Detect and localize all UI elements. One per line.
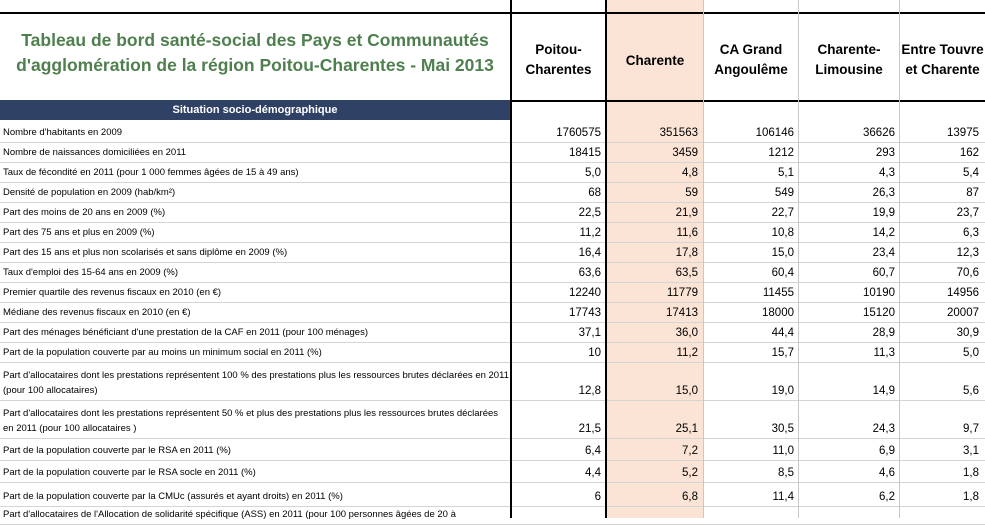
top-border [0,12,985,14]
table-row [0,262,985,282]
cell-value[interactable]: 59 [607,182,704,202]
cell-value[interactable]: 12,3 [901,242,985,262]
row-label[interactable]: Taux de fécondité en 2011 (pour 1 000 femmes âgées de 15 à 49 ans) [0,162,511,182]
column-divider [510,0,512,518]
cell-value[interactable]: 4,8 [607,162,704,182]
row-label[interactable]: Part de la population couverte par le RSA en 2011 (%) [0,438,511,460]
cell-value[interactable]: 4,4 [511,460,607,482]
cell-value[interactable]: 19,9 [800,202,901,222]
cell-value[interactable]: 11455 [704,282,800,302]
row-label[interactable]: Part des moins de 20 ans en 2009 (%) [0,202,511,222]
cell-value[interactable]: 106146 [704,122,800,142]
data-table [0,122,985,525]
cell-value[interactable]: 16,4 [511,242,607,262]
cell-value[interactable]: 5,6 [901,362,985,400]
cell-value[interactable]: 23,4 [800,242,901,262]
table-row [0,302,985,322]
cell-value[interactable]: 3,1 [901,438,985,460]
dashboard-title [0,28,510,78]
cell-value[interactable]: 15,7 [704,342,800,362]
cell-value[interactable]: 60,4 [704,262,800,282]
cell-value[interactable]: 63,5 [607,262,704,282]
table-row [0,222,985,242]
cell-value[interactable]: 1,8 [901,460,985,482]
cell-value[interactable]: 9,7 [901,400,985,438]
cell-value[interactable]: 87 [901,182,985,202]
cell-value[interactable]: 23,7 [901,202,985,222]
column-header-entre-touvre[interactable]: Entre Touvre et Charente [901,42,984,77]
cell-value[interactable]: 6,3 [901,222,985,242]
row-label[interactable]: Part de la population couverte par le RSA socle en 2011 (%) [0,460,511,482]
cell-value[interactable]: 15,0 [607,362,704,400]
column-divider [605,0,607,518]
cell-value[interactable]: 36,0 [607,322,704,342]
cell-value[interactable]: 17413 [607,302,704,322]
row-label[interactable]: Part de la population couverte par la CMUc (assurés et ayant droits) en 2011 (%) [0,482,511,506]
cell-value[interactable]: 351563 [607,122,704,142]
cell-value[interactable]: 5,4 [901,162,985,182]
cell-value[interactable]: 68 [511,182,607,202]
title-line-2: d'agglomération de la région Poitou-Charentes - Mai 2013 [16,55,494,75]
cell-value[interactable]: 6,2 [800,482,901,506]
cell-value[interactable]: 22,7 [704,202,800,222]
column-header-poitou-charentes[interactable]: Poitou- Charentes [525,42,592,77]
cell-value[interactable]: 5,0 [901,342,985,362]
row-label[interactable]: Densité de population en 2009 (hab/km²) [0,182,511,202]
table-row [0,342,985,362]
row-label[interactable]: Part de la population couverte par au moins un minimum social en 2011 (%) [0,342,511,362]
cell-value[interactable]: 13975 [901,122,985,142]
cell-value[interactable]: 10,8 [704,222,800,242]
row-label[interactable]: Premier quartile des revenus fiscaux en 2010 (en €) [0,282,511,302]
cell-value[interactable]: 3459 [607,142,704,162]
table-row [0,162,985,182]
cell-value[interactable]: 22,5 [511,202,607,222]
row-label[interactable]: Nombre d'habitants en 2009 [0,122,511,142]
cell-value[interactable]: 6,9 [800,438,901,460]
cell-value[interactable]: 19,0 [704,362,800,400]
row-label[interactable]: Part d'allocataires de l'Allocation de solidarité spécifique (ASS) en 2011 (pour 100 personnes âgées de 20 à [0,506,511,524]
cell-value[interactable]: 21,9 [607,202,704,222]
cell-value[interactable]: 25,1 [607,400,704,438]
cell-value[interactable]: 70,6 [901,262,985,282]
cell-value[interactable]: 549 [704,182,800,202]
cell-value[interactable]: 18000 [704,302,800,322]
cell-value[interactable]: 37,1 [511,322,607,342]
cell-value[interactable]: 10 [511,342,607,362]
table-row [0,122,985,142]
cell-value[interactable]: 30,5 [704,400,800,438]
cell-value[interactable]: 6 [511,482,607,506]
column-divider [703,0,704,518]
table-row [0,400,985,438]
cell-value[interactable]: 5,0 [511,162,607,182]
cell-value[interactable]: 4,6 [800,460,901,482]
cell-value[interactable]: 30,9 [901,322,985,342]
row-label[interactable]: Part des ménages bénéficiant d'une prestation de la CAF en 2011 (pour 100 ménages) [0,322,511,342]
table-row [0,506,985,524]
cell-value[interactable]: 60,7 [800,262,901,282]
table-row [0,482,985,506]
cell-value[interactable] [901,506,985,524]
cell-value[interactable]: 4,3 [800,162,901,182]
cell-value[interactable]: 11,3 [800,342,901,362]
column-divider [798,0,799,518]
cell-value[interactable]: 36626 [800,122,901,142]
table-row [0,362,985,400]
cell-value[interactable] [607,506,704,524]
cell-value[interactable]: 63,6 [511,262,607,282]
row-label[interactable]: Part des 15 ans et plus non scolarisés et sans diplôme en 2009 (%) [0,242,511,262]
cell-value[interactable]: 15,0 [704,242,800,262]
table-row [0,322,985,342]
cell-value[interactable]: 14,9 [800,362,901,400]
row-label[interactable]: Part des 75 ans et plus en 2009 (%) [0,222,511,242]
cell-value[interactable]: 293 [800,142,901,162]
cell-value[interactable]: 11779 [607,282,704,302]
cell-value[interactable]: 11,2 [511,222,607,242]
section-header: Situation socio-démographique [0,100,510,120]
row-label[interactable]: Part d'allocataires dont les prestations représentent 50 % et plus des prestations plus les ressources brutes déclarées en 2011 (pour 100 allocataires ) [0,400,511,438]
cell-value[interactable]: 6,4 [511,438,607,460]
row-label[interactable]: Part d'allocataires dont les prestations représentent 100 % des prestations plus les ressources brutes déclarées en 2011 (pour 100 allocataires) [0,362,511,400]
cell-value[interactable]: 17,8 [607,242,704,262]
cell-value[interactable]: 18415 [511,142,607,162]
cell-value[interactable]: 12,8 [511,362,607,400]
cell-value[interactable]: 24,3 [800,400,901,438]
row-label[interactable]: Médiane des revenus fiscaux en 2010 (en €) [0,302,511,322]
cell-value[interactable]: 14,2 [800,222,901,242]
cell-value[interactable]: 11,2 [607,342,704,362]
cell-value[interactable]: 21,5 [511,400,607,438]
cell-value[interactable]: 14956 [901,282,985,302]
cell-value[interactable]: 17743 [511,302,607,322]
table-row [0,202,985,222]
cell-value[interactable]: 11,6 [607,222,704,242]
cell-value[interactable]: 11,4 [704,482,800,506]
cell-value[interactable]: 10190 [800,282,901,302]
cell-value[interactable]: 162 [901,142,985,162]
cell-value[interactable]: 1212 [704,142,800,162]
row-label[interactable]: Nombre de naissances domiciliées en 2011 [0,142,511,162]
cell-value[interactable]: 5,1 [704,162,800,182]
column-header-charente[interactable]: Charente [625,53,685,68]
column-header-charente-limousine[interactable]: Charente- Limousine [815,42,883,77]
table-row [0,142,985,162]
table-row [0,282,985,302]
cell-value[interactable]: 1,8 [901,482,985,506]
cell-value[interactable]: 8,5 [704,460,800,482]
cell-value[interactable]: 44,4 [704,322,800,342]
cell-value[interactable]: 11,0 [704,438,800,460]
table-row [0,182,985,202]
table-row [0,242,985,262]
cell-value[interactable]: 12240 [511,282,607,302]
cell-value[interactable]: 15120 [800,302,901,322]
cell-value[interactable]: 26,3 [800,182,901,202]
title-line-1: Tableau de bord santé-social des Pays et Communautés [21,30,489,50]
column-divider [899,0,900,518]
row-label[interactable]: Taux d'emploi des 15-64 ans en 2009 (%) [0,262,511,282]
cell-value[interactable]: 5,2 [607,460,704,482]
cell-value[interactable] [704,506,800,524]
column-header-ca-grand-angouleme[interactable]: CA Grand Angoulême [714,42,788,77]
cell-value[interactable]: 28,9 [800,322,901,342]
cell-value[interactable]: 7,2 [607,438,704,460]
table-row [0,438,985,460]
cell-value[interactable]: 6,8 [607,482,704,506]
cell-value[interactable]: 20007 [901,302,985,322]
cell-value[interactable] [800,506,901,524]
cell-value[interactable]: 1760575 [511,122,607,142]
cell-value[interactable] [511,506,607,524]
table-row [0,460,985,482]
